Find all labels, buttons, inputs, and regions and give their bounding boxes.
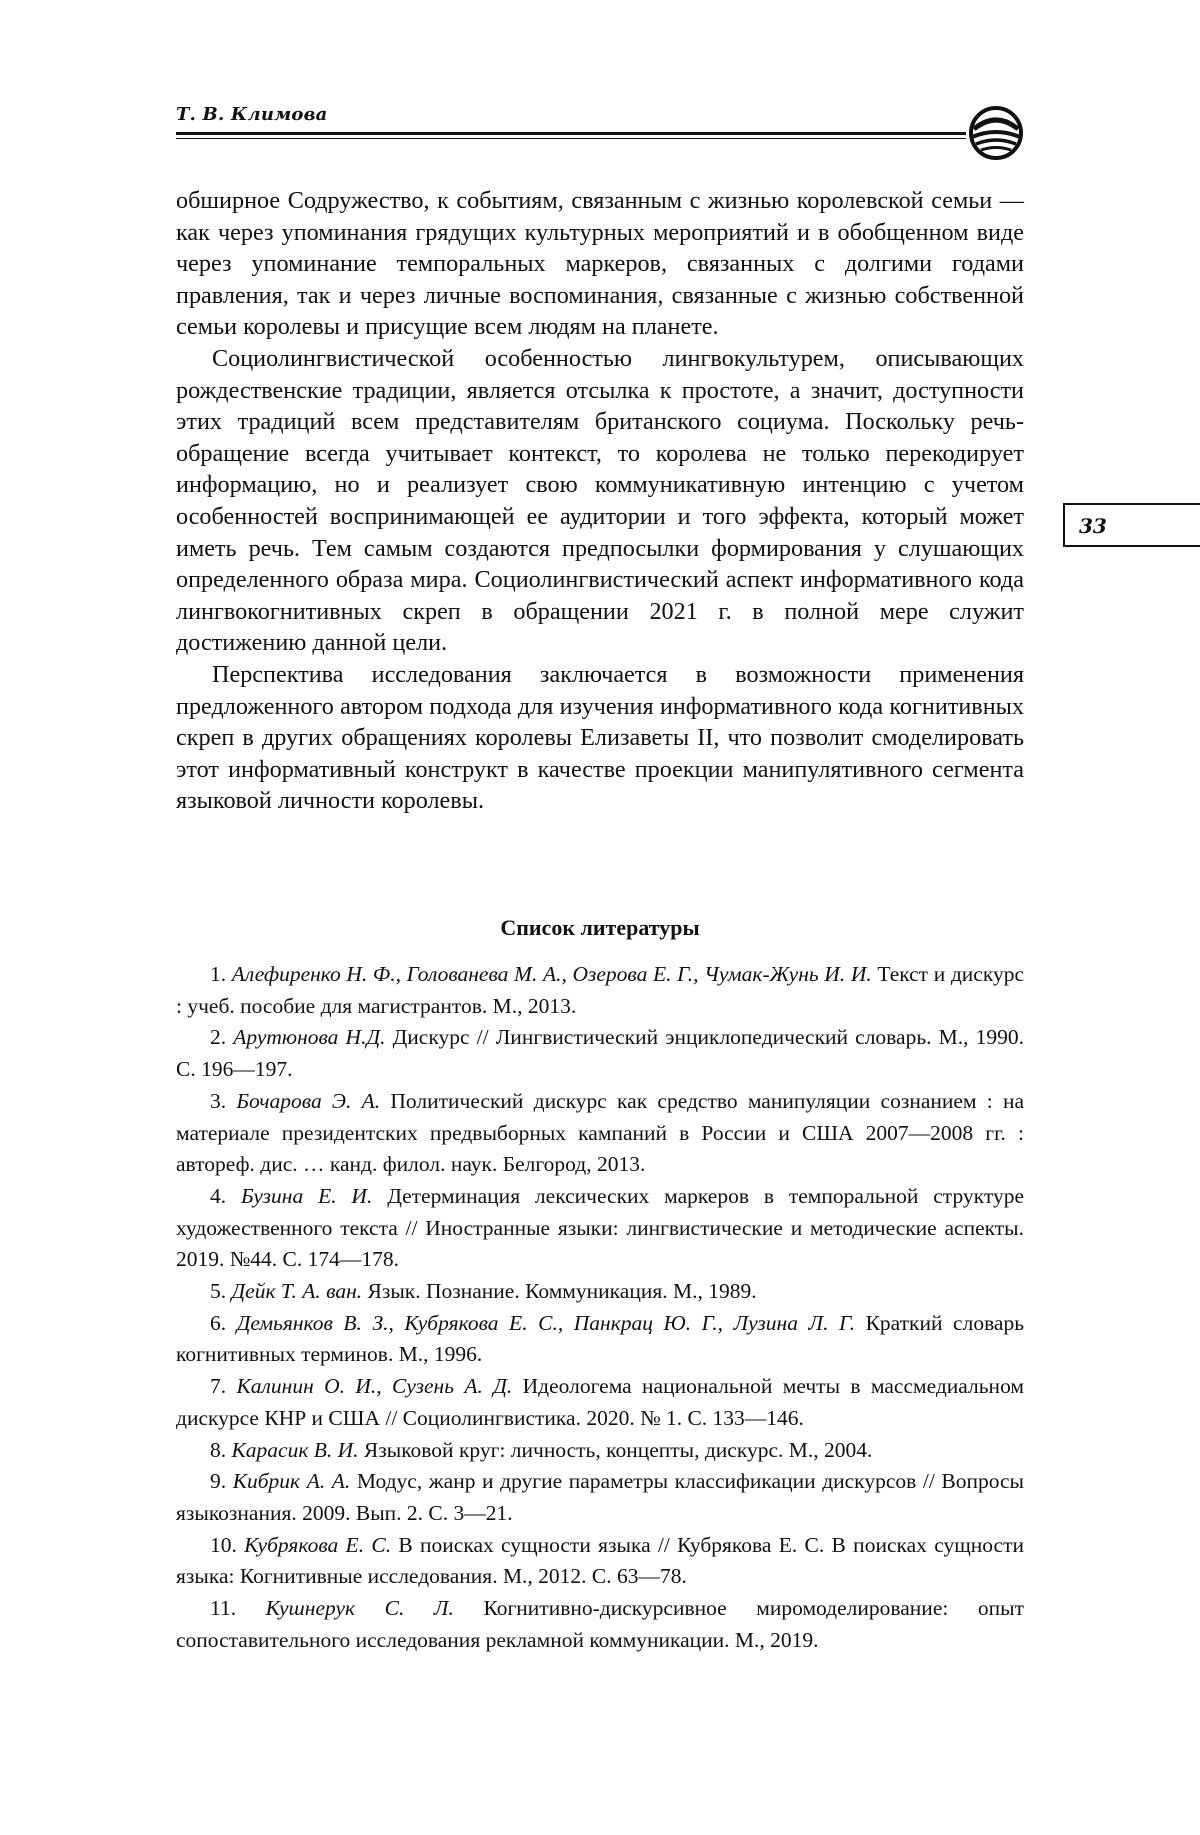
body-text	[176, 185, 1024, 817]
reference-authors: Кубрякова Е. С.	[244, 1532, 392, 1557]
header-rule-thin	[176, 138, 966, 139]
reference-text: Детерминация лексических маркеров в темпоральной структуре художественного текста // Иностранные языки: лингвистические и методические аспекты. 2019. №44. С. 174—178.	[176, 1183, 1025, 1272]
reference-authors: Кушнерук С. Л.	[265, 1596, 454, 1621]
reference-item	[176, 1435, 1024, 1467]
reference-item	[176, 1466, 1024, 1529]
references-title: Список литературы	[500, 915, 700, 940]
reference-number: 5.	[210, 1279, 227, 1304]
reference-authors: Бочарова Э. А.	[236, 1088, 381, 1113]
reference-authors: Демьянков В. З., Кубрякова Е. С., Панкрац Ю. Г., Лузина Л. Г.	[236, 1310, 855, 1335]
reference-text: Дискурс // Лингвистический энциклопедический словарь. М., 1990. С. 196—197.	[176, 1025, 1024, 1082]
reference-text: Краткий словарь когнитивных терминов. М., 1996.	[176, 1310, 1025, 1367]
reference-item	[176, 1181, 1024, 1276]
reference-number: 9.	[210, 1469, 227, 1494]
reference-authors: Бузина Е. И.	[240, 1183, 373, 1208]
reference-item	[176, 1276, 1024, 1308]
header-rule-thick	[176, 132, 966, 135]
paragraph: обширное Содружество, к событиям, связанным с жизнью королевской семьи — как через упоминания грядущих культурных мероприятий и в обобщенном виде через упоминание темпоральных маркеров, связанных с долгими годами правления, так и через личные воспоминания, связанные с жизнью собственной семьи королевы и присущие всем людям на планете.	[176, 187, 1024, 341]
reference-item	[176, 1022, 1024, 1085]
reference-authors: Карасик В. И.	[231, 1437, 359, 1462]
reference-text: Модус, жанр и другие параметры классификации дискурсов // Вопросы языкознания. 2009. Вып. 2. С. 3—21.	[176, 1469, 1025, 1525]
running-header-author: Т. В. Климова	[176, 104, 328, 125]
reference-item	[176, 1371, 1024, 1434]
reference-item	[176, 959, 1024, 1022]
reference-text: Языковой круг: личность, концепты, дискурс. М., 2004.	[363, 1437, 873, 1462]
reference-number: 7.	[210, 1374, 227, 1399]
reference-text: Когнитивно-дискурсивное миромоделирование: опыт сопоставительного исследования рекламной коммуникации. М., 2019.	[176, 1596, 1025, 1652]
reference-authors: Арутюнова Н.Д.	[233, 1025, 386, 1050]
reference-authors: Алефиренко Н. Ф., Голованева М. А., Озерова Е. Г., Чумак-Жунь И. И.	[231, 962, 872, 986]
reference-number: 8.	[210, 1437, 227, 1462]
reference-item	[176, 1308, 1024, 1371]
reference-number: 2.	[210, 1025, 227, 1050]
reference-number: 11.	[210, 1596, 237, 1621]
reference-item	[176, 1086, 1024, 1181]
reference-text: Идеологема национальной мечты в массмедиальном дискурсе КНР и США // Социолингвистика. 2020. № 1. С. 133—146.	[176, 1374, 1025, 1430]
reference-number: 10.	[210, 1532, 237, 1557]
reference-text: Текст и дискурс : учеб. пособие для магистрантов. М., 2013.	[176, 962, 1025, 1018]
reference-text: Политический дискурс как средство манипуляции сознанием : на материале президентских предвыборных кампаний в России и США 2007—2008 гг. : автореф. дис. … канд. филол. наук. Белгород, 2013.	[176, 1088, 1025, 1177]
reference-authors: Калинин О. И., Сузень А. Д.	[236, 1374, 513, 1399]
reference-number: 6.	[210, 1310, 227, 1335]
reference-number: 1.	[210, 962, 227, 986]
page-number: 33	[1079, 514, 1107, 538]
paragraph: Перспектива исследования заключается в возможности применения предложенного автором подхода для изучения информативного кода когнитивных скреп в других обращениях королевы Елизаветы II, что позволит смоделировать этот информативный конструкт в качестве проекции манипулятивного сегмента языковой личности королевы.	[176, 660, 1024, 815]
page-number-tab	[1063, 503, 1200, 547]
reference-number: 4.	[210, 1183, 227, 1208]
references-list	[176, 959, 1024, 1656]
reference-authors: Кибрик А. А.	[232, 1469, 351, 1494]
reference-item	[176, 1530, 1024, 1593]
reference-item	[176, 1593, 1024, 1656]
publisher-logo-icon	[966, 105, 1026, 161]
reference-authors: Дейк Т. А. ван.	[231, 1279, 363, 1304]
paragraph: Социолингвистической особенностью лингвокультурем, описывающих рождественские традиции, является отсылка к простоте, а значит, доступности этих традиций всем представителям британского социума. Поскольку речь-обращение всегда учитывает контекст, то королева не только перекодирует информацию, но и реализует свою коммуникативную интенцию с учетом особенностей воспринимающей ее аудитории и того эффекта, который может иметь речь. Тем самым создаются предпосылки формирования у слушающих определенного образа мира. Социолингвистический аспект информативного кода лингвокогнитивных скреп в обращении 2021 г. в полной мере служит достижению данной цели.	[176, 344, 1024, 657]
reference-number: 3.	[210, 1088, 227, 1113]
reference-text: Язык. Познание. Коммуникация. М., 1989.	[367, 1279, 757, 1304]
reference-text: В поисках сущности языка // Кубрякова Е. С. В поисках сущности языка: Когнитивные исследования. М., 2012. С. 63—78.	[176, 1532, 1024, 1589]
